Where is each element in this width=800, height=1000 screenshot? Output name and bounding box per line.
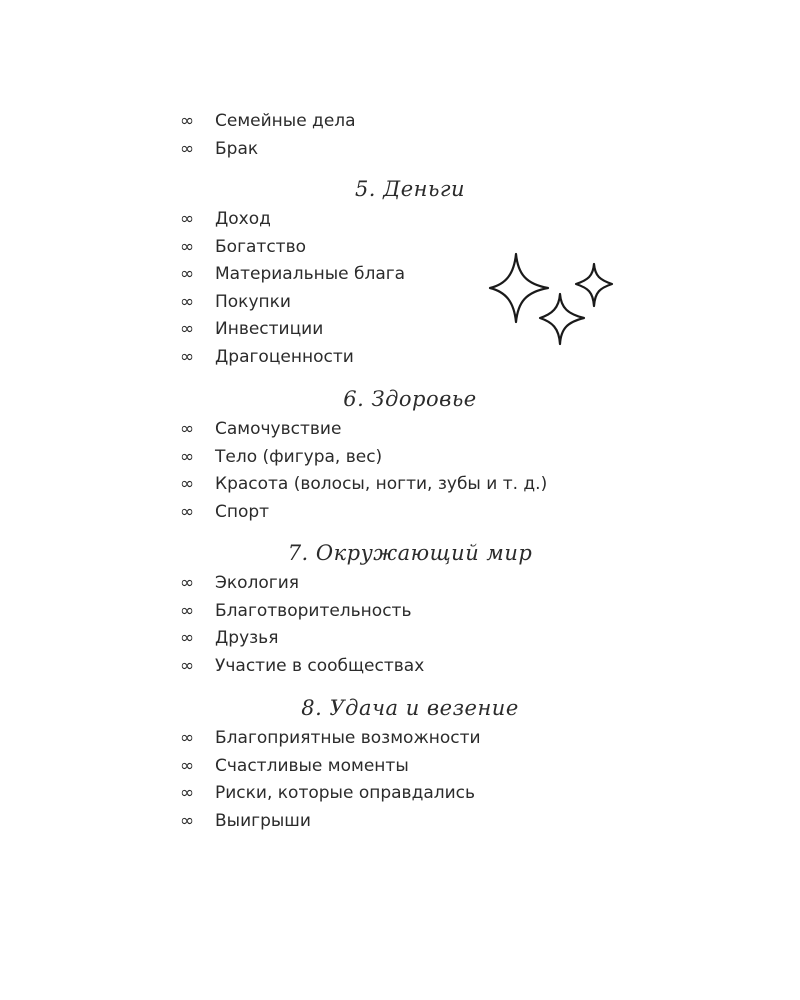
section-heading: 8. Удача и везение: [301, 696, 519, 720]
list-item: [180, 653, 640, 681]
infinity-bullet-icon: ∞: [180, 111, 195, 131]
infinity-bullet-icon: ∞: [180, 600, 195, 621]
infinity-bullet-icon: ∞: [180, 501, 195, 522]
infinity-bullet-icon: ∞: [180, 573, 195, 593]
list-item-label: Красота (волосы, ногти, зубы и т. д.): [215, 474, 548, 494]
list-item-label: Материальные блага: [215, 264, 406, 284]
list-item-label: Инвестиции: [215, 319, 324, 339]
section-heading: 7. Окружающий мир: [287, 541, 533, 565]
list-item: [180, 444, 640, 472]
sparkle-small-icon: [576, 264, 612, 306]
item-list: [180, 725, 640, 835]
infinity-bullet-icon: ∞: [180, 236, 195, 257]
list-item-label: Тело (фигура, вес): [215, 446, 383, 467]
infinity-bullet-icon: ∞: [180, 346, 195, 367]
infinity-bullet-icon: ∞: [180, 810, 195, 831]
list-item-label: Выигрыши: [215, 810, 311, 831]
list-item-label: Семейные дела: [215, 111, 356, 131]
list-item: [180, 136, 640, 164]
list-item-label: Благотворительность: [215, 600, 412, 621]
item-list: [180, 108, 640, 163]
section-heading: 6. Здоровье: [343, 387, 477, 411]
list-item-label: Экология: [215, 573, 300, 593]
list-item: [180, 753, 640, 781]
list-item-label: Брак: [215, 138, 259, 159]
list-item: [180, 808, 640, 836]
list-item-label: Участие в сообществах: [215, 655, 425, 676]
list-item: [180, 416, 640, 444]
list-item-label: Богатство: [215, 236, 306, 257]
list-item: [180, 625, 640, 653]
list-item: [180, 471, 640, 499]
sparkle-large-icon: [490, 254, 548, 322]
section-luck: [180, 691, 640, 835]
list-item-label: Самочувствие: [215, 419, 342, 439]
infinity-bullet-icon: ∞: [180, 264, 195, 284]
list-item-label: Спорт: [215, 501, 270, 522]
infinity-bullet-icon: ∞: [180, 291, 195, 312]
infinity-bullet-icon: ∞: [180, 419, 195, 439]
list-item: [180, 570, 640, 598]
item-list: [180, 570, 640, 680]
list-item-label: Друзья: [215, 628, 279, 648]
list-item-label: Благоприятные возможности: [215, 728, 481, 748]
list-item-label: Риски, которые оправдались: [215, 783, 476, 803]
list-item-label: Покупки: [215, 291, 291, 312]
section-heading: 5. Деньги: [354, 177, 466, 201]
section-family: [180, 108, 640, 163]
list-item: [180, 598, 640, 626]
item-list: [180, 416, 640, 526]
infinity-bullet-icon: ∞: [180, 728, 195, 748]
infinity-bullet-icon: ∞: [180, 446, 195, 467]
list-item: [180, 499, 640, 527]
infinity-bullet-icon: ∞: [180, 319, 195, 339]
list-item: [180, 108, 640, 136]
list-item: [180, 725, 640, 753]
infinity-bullet-icon: ∞: [180, 655, 195, 676]
sparkles-icon: [488, 252, 618, 352]
section-health: [180, 382, 640, 526]
sparkle-medium-icon: [540, 294, 584, 344]
section-world: [180, 536, 640, 680]
infinity-bullet-icon: ∞: [180, 755, 195, 776]
infinity-bullet-icon: ∞: [180, 138, 195, 159]
list-item-label: Драгоценности: [215, 346, 354, 367]
infinity-bullet-icon: ∞: [180, 209, 195, 229]
list-item: [180, 206, 640, 234]
infinity-bullet-icon: ∞: [180, 474, 195, 494]
infinity-bullet-icon: ∞: [180, 783, 195, 803]
list-item-label: Доход: [215, 209, 271, 229]
list-item: [180, 780, 640, 808]
list-item-label: Счастливые моменты: [215, 755, 409, 776]
infinity-bullet-icon: ∞: [180, 628, 195, 648]
